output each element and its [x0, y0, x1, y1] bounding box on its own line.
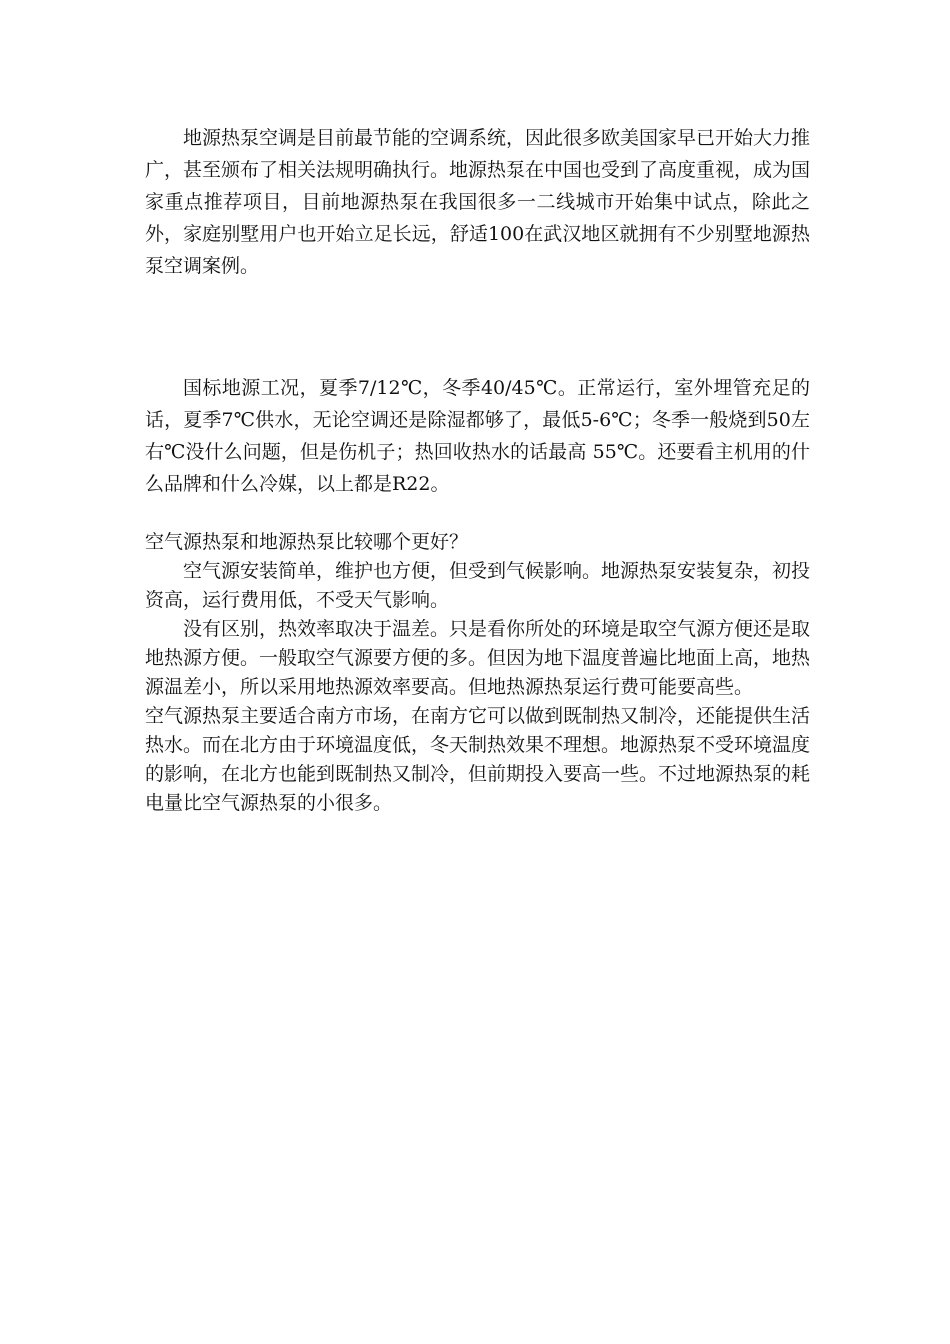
paragraph-comparison-3: 空气源热泵主要适合南方市场，在南方它可以做到既制热又制冷，还能提供生活热水。而在北方由于环境温度低，冬天制热效果不理想。地源热泵不受环境温度的影响，在北方也能到既制热又制冷，但前期投入要高一些。不过地源热泵的耗电量比空气源热泵的小很多。 [145, 705, 811, 814]
spacer [145, 282, 810, 372]
paragraph-comparison-2: 没有区别，热效率取决于温差。只是看你所处的环境是取空气源方便还是取地热源方便。一般取空气源要方便的多。但因为地下温度普遍比地面上高，地热源温差小，所以采用地热源效率要高。但地热源热泵运行费可能要高些。 [145, 618, 811, 698]
section-heading: 空气源热泵和地源热泵比较哪个更好？ [145, 531, 469, 553]
document-body [145, 122, 810, 818]
paragraph-standard-conditions: 国标地源工况，夏季7/12℃，冬季40/45℃。正常运行，室外埋管充足的话，夏季7℃供水，无论空调还是除湿都够了，最低5-6℃；冬季一般烧到50左右℃没什么问题，但是伤机子；热回收热水的话最高 55℃。还要看主机用的什么品牌和什么冷媒，以上都是R22。 [145, 377, 810, 495]
paragraph-intro: 地源热泵空调是目前最节能的空调系统，因此很多欧美国家早已开始大力推广，甚至颁布了相关法规明确执行。地源热泵在中国也受到了高度重视，成为国家重点推荐项目，目前地源热泵在我国很多一二线城市开始集中试点，除此之外，家庭别墅用户也开始立足长远，舒适100在武汉地区就拥有不少别墅地源热泵空调案例。 [145, 127, 811, 277]
spacer [145, 500, 810, 528]
paragraph-comparison-1: 空气源安装简单，维护也方便，但受到气候影响。地源热泵安装复杂，初投资高，运行费用低，不受天气影响。 [145, 560, 811, 611]
